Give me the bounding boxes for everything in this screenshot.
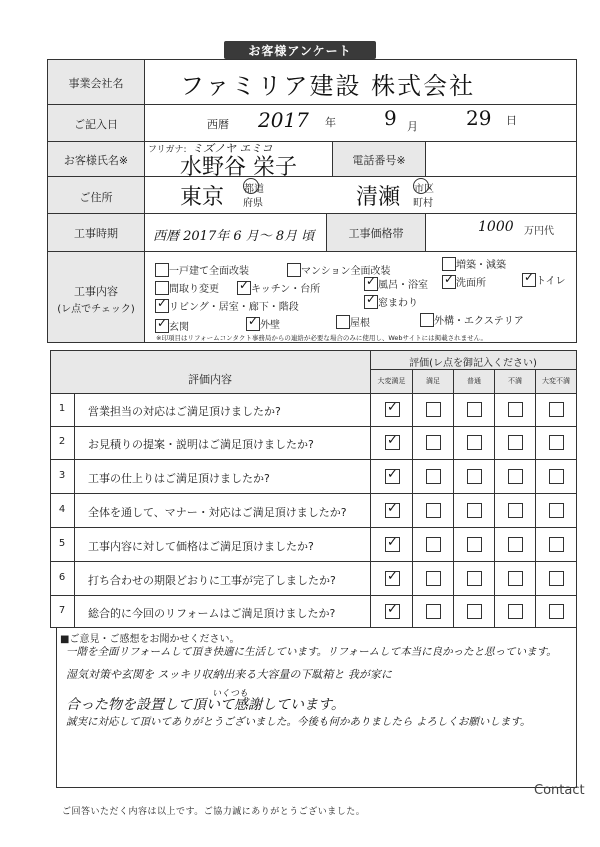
phone-label: 電話番号※ <box>352 154 406 167</box>
work-item-label: 外壁 <box>260 320 280 331</box>
period-label: 工事時期 <box>74 227 118 240</box>
rating-checkbox-q1-dissatisfied[interactable] <box>508 402 523 417</box>
question-text: 打ち合わせの期限どおりに工事が完了しましたか? <box>88 574 336 587</box>
rating-checkbox-q1-very-satisfied[interactable] <box>385 402 400 417</box>
comment-insert: いくつも <box>212 689 249 699</box>
rating-checkbox-q4-very-satisfied[interactable] <box>385 503 400 518</box>
work-checkbox-10[interactable] <box>364 295 378 309</box>
rating-checkbox-q1-neutral[interactable] <box>467 402 482 417</box>
furigana-label: フリガナ: <box>148 145 187 155</box>
work-item-label: リビング・居室・廊下・階段 <box>169 302 299 313</box>
question-text: 営業担当の対応はご満足頂けましたか? <box>88 405 281 418</box>
work-checkbox-8[interactable] <box>522 273 536 287</box>
work-checkbox-6[interactable] <box>364 277 378 291</box>
question-text: 総合的に今回のリフォームはご満足頂けましたか? <box>88 607 336 620</box>
eval-col-header: 大変満足 <box>377 377 406 385</box>
rating-checkbox-q4-satisfied[interactable] <box>426 503 441 518</box>
work-item-label: 屋根 <box>350 318 370 329</box>
address-city-unit-bottom: 町村 <box>413 198 433 209</box>
question-number: 7 <box>58 605 66 616</box>
rating-checkbox-q6-very-dissatisfied[interactable] <box>549 571 564 586</box>
comment-line-3: 合った物を設置して頂いて感謝しています。 <box>66 697 345 713</box>
work-item-label: キッチン・台所 <box>251 284 321 295</box>
question-text: お見積りの提案・説明はご満足頂けましたか? <box>88 438 314 451</box>
rating-checkbox-q5-very-satisfied[interactable] <box>385 537 400 552</box>
rating-checkbox-q7-neutral[interactable] <box>467 604 482 619</box>
date-day-unit: 日 <box>506 114 517 127</box>
eval-col-header: 満足 <box>426 377 440 385</box>
work-item-label: トイレ <box>536 276 566 287</box>
date-year-unit: 年 <box>325 116 336 129</box>
rating-checkbox-q1-satisfied[interactable] <box>426 402 441 417</box>
address-label: ご住所 <box>79 191 113 204</box>
date-month-unit: 月 <box>407 120 418 133</box>
name-label: お客様氏名※ <box>63 154 129 167</box>
eval-col-header: 大変不満 <box>542 377 570 385</box>
rating-checkbox-q1-very-dissatisfied[interactable] <box>549 402 564 417</box>
work-item-label: 増築・減築 <box>456 260 506 271</box>
date-label: ご記入日 <box>74 118 118 131</box>
price-label: 工事価格帯 <box>348 227 404 240</box>
rating-checkbox-q3-very-satisfied[interactable] <box>385 469 400 484</box>
work-item-label: 洗面所 <box>456 278 486 289</box>
footer-text: ご回答いただく内容は以上です。ご協力誠にありがとうございました。 <box>62 807 366 817</box>
work-item-label: 外構・エクステリア <box>434 316 524 327</box>
work-item-label: 窓まわり <box>378 298 418 309</box>
work-checkbox-3[interactable] <box>442 257 456 271</box>
rating-checkbox-q5-very-dissatisfied[interactable] <box>549 537 564 552</box>
privacy-note: ※印項目はリフォームコンタクト事務局からの連絡が必要な場合のみに使用し、Webサイトには掲載されません。 <box>156 334 487 342</box>
rating-checkbox-q7-very-dissatisfied[interactable] <box>549 604 564 619</box>
work-checkbox-12[interactable] <box>246 317 260 331</box>
date-era: 西暦 <box>207 118 229 131</box>
rating-checkbox-q3-dissatisfied[interactable] <box>508 469 523 484</box>
work-checkbox-13[interactable] <box>336 315 350 329</box>
comments-label: ■ご意見・ご感想をお聞かせください。 <box>60 634 240 645</box>
rating-checkbox-q2-very-dissatisfied[interactable] <box>549 435 564 450</box>
question-number: 1 <box>58 403 66 414</box>
date-year: 2017 <box>258 108 309 132</box>
eval-col-header: 不満 <box>508 377 522 385</box>
comment-line-1: 一階を全面リフォームして頂き快適に生活しています。リフォームして本当に良かったと思っています。 <box>66 646 557 658</box>
question-number: 6 <box>58 572 66 583</box>
work-label-sub: (レ点でチェック) <box>57 304 135 315</box>
work-checkbox-14[interactable] <box>420 313 434 327</box>
comment-line-2: 湿気対策や玄関を スッキリ収納出来る大容量の下駄箱と 我が家に <box>66 668 392 681</box>
eval-section-label: 評価内容 <box>188 373 232 386</box>
work-checkbox-2[interactable] <box>287 263 301 277</box>
name-value: 水野谷 栄子 <box>180 155 297 180</box>
rating-checkbox-q5-dissatisfied[interactable] <box>508 537 523 552</box>
rating-checkbox-q4-dissatisfied[interactable] <box>508 503 523 518</box>
contact-label: Contact <box>534 783 585 798</box>
rating-checkbox-q5-satisfied[interactable] <box>426 537 441 552</box>
rating-checkbox-q6-neutral[interactable] <box>467 571 482 586</box>
question-number: 4 <box>58 504 66 515</box>
address-pref-unit-bottom: 府県 <box>243 198 263 209</box>
company-value: ファミリア建設 株式会社 <box>180 72 476 100</box>
work-item-label: 風呂・浴室 <box>378 280 428 291</box>
eval-header: 評価(レ点を御記入ください) <box>409 358 537 369</box>
rating-checkbox-q5-neutral[interactable] <box>467 537 482 552</box>
work-checkbox-1[interactable] <box>155 263 169 277</box>
rating-checkbox-q7-satisfied[interactable] <box>426 604 441 619</box>
comment-line-4: 誠実に対応して頂いてありがとうございました。今後も何かありましたら よろしくお願いします。 <box>66 716 531 728</box>
eval-col-header: 普通 <box>467 377 481 385</box>
address-pref: 東京 <box>180 185 225 210</box>
question-number: 2 <box>58 436 66 447</box>
address-city-unit-top: 市区 <box>414 184 434 195</box>
work-item-label: マンション全面改装 <box>301 266 391 277</box>
rating-checkbox-q7-very-satisfied[interactable] <box>385 604 400 619</box>
question-text: 工事の仕上りはご満足頂けましたか? <box>88 472 270 485</box>
work-checkbox-4[interactable] <box>155 281 169 295</box>
work-item-label: 玄関 <box>169 322 189 333</box>
period-value: 西暦 2017年 6 月〜 8月 頃 <box>153 229 315 244</box>
work-item-label: 間取り変更 <box>169 284 219 295</box>
rating-checkbox-q4-neutral[interactable] <box>467 503 482 518</box>
address-city: 清瀬 <box>356 185 401 210</box>
rating-checkbox-q3-satisfied[interactable] <box>426 469 441 484</box>
date-month: 9 <box>384 106 397 130</box>
price-value: 1000 <box>478 219 514 235</box>
work-checkbox-9[interactable] <box>155 299 169 313</box>
rating-checkbox-q7-dissatisfied[interactable] <box>508 604 523 619</box>
work-item-label: 一戸建て全面改装 <box>169 266 249 277</box>
rating-checkbox-q6-very-satisfied[interactable] <box>385 571 400 586</box>
address-pref-unit-top: 都道 <box>244 184 264 195</box>
page-title: お客様アンケート <box>248 44 352 58</box>
work-checkbox-7[interactable] <box>442 275 456 289</box>
rating-checkbox-q3-neutral[interactable] <box>467 469 482 484</box>
furigana-value: ミズノヤ エミコ <box>192 142 273 155</box>
work-checkbox-11[interactable] <box>155 319 169 333</box>
price-unit: 万円代 <box>524 226 554 237</box>
rating-checkbox-q2-satisfied[interactable] <box>426 435 441 450</box>
rating-checkbox-q3-very-dissatisfied[interactable] <box>549 469 564 484</box>
rating-checkbox-q6-satisfied[interactable] <box>426 571 441 586</box>
date-day: 29 <box>466 106 492 130</box>
rating-checkbox-q6-dissatisfied[interactable] <box>508 571 523 586</box>
work-label: 工事内容 <box>74 285 118 298</box>
rating-checkbox-q2-dissatisfied[interactable] <box>508 435 523 450</box>
question-number: 3 <box>58 470 66 481</box>
work-checkbox-5[interactable] <box>237 281 251 295</box>
rating-checkbox-q2-neutral[interactable] <box>467 435 482 450</box>
question-number: 5 <box>58 538 66 549</box>
rating-checkbox-q4-very-dissatisfied[interactable] <box>549 503 564 518</box>
question-text: 工事内容に対して価格はご満足頂けましたか? <box>88 540 314 553</box>
rating-checkbox-q2-very-satisfied[interactable] <box>385 435 400 450</box>
company-label: 事業会社名 <box>68 77 124 90</box>
question-text: 全体を通して、マナー・対応はご満足頂けましたか? <box>88 506 347 519</box>
